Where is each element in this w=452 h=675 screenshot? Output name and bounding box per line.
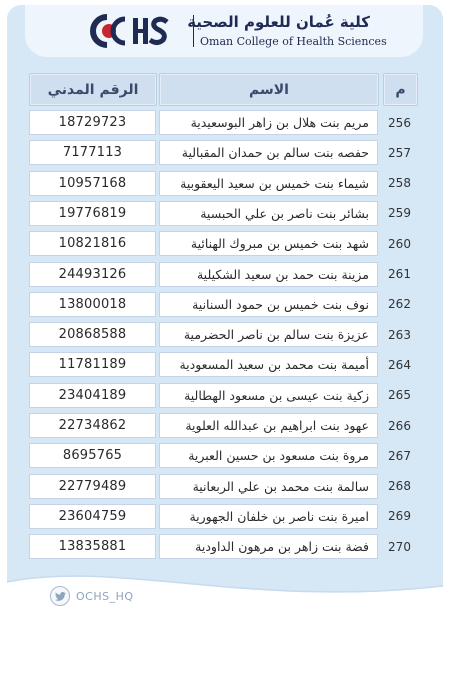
student-name: مريم بنت هلال بن زاهر البوسعيدية [159,110,378,135]
student-name: مزينة بنت حمد بن سعيد الشكيلية [159,262,378,287]
civil-id: 20868588 [29,322,156,347]
table-row [0,231,452,256]
table-row [0,474,452,499]
column-header-name: الاسم [159,73,379,106]
civil-id: 13800018 [29,292,156,317]
row-number: 270 [388,539,411,554]
table-row [0,443,452,468]
twitter-icon [50,586,70,606]
row-number: 257 [388,145,411,160]
student-name: حفصه بنت سالم بن حمدان المقبالية [159,140,378,165]
table-row [0,322,452,347]
row-number: 267 [388,448,411,463]
civil-id: 22779489 [29,474,156,499]
twitter-handle: OCHS_HQ [76,589,134,603]
table-row [0,383,452,408]
column-header-number: م [383,73,418,106]
civil-id: 10821816 [29,231,156,256]
table-row [0,110,452,135]
header-banner [25,5,423,57]
student-name: سالمة بنت محمد بن علي الربعانية [159,474,378,499]
row-number: 264 [388,357,411,372]
civil-id: 19776819 [29,201,156,226]
civil-id: 10957168 [29,171,156,196]
row-number: 263 [388,327,411,342]
civil-id: 23404189 [29,383,156,408]
college-name-arabic: كلية عُمان للعلوم الصحية [187,13,370,31]
row-number: 256 [388,115,411,130]
row-number: 262 [388,297,411,312]
civil-id: 23604759 [29,504,156,529]
table-row [0,504,452,529]
column-header-civil-id: الرقم المدني [29,73,157,106]
row-number: 266 [388,418,411,433]
table-row [0,534,452,559]
row-number: 259 [388,206,411,221]
table-row [0,292,452,317]
row-number: 258 [388,176,411,191]
table-row [0,413,452,438]
row-number: 269 [388,509,411,524]
student-name: اميرة بنت ناصر بن خلفان الجهورية [159,504,378,529]
student-name: بشائر بنت ناصر بن علي الحبسية [159,201,378,226]
civil-id: 13835881 [29,534,156,559]
student-name: عهود بنت ابراهيم بن عبدالله العلوية [159,413,378,438]
table-row [0,352,452,377]
row-number: 261 [388,267,411,281]
table-row [0,262,452,287]
civil-id: 18729723 [29,110,156,135]
table-row [0,171,452,196]
college-name-english: Oman College of Health Sciences [200,35,387,48]
student-name: عزيزة بنت سالم بن ناصر الحضرمية [159,322,378,347]
civil-id: 11781189 [29,352,156,377]
civil-id: 7177113 [29,140,156,165]
civil-id: 8695765 [29,443,156,468]
ochs-logo [85,11,175,51]
student-name: زكية بنت عيسى بن مسعود الهطالية [159,383,378,408]
student-name: شيماء بنت خميس بن سعيد اليعقوبية [159,171,378,196]
social-handle[interactable] [50,586,134,606]
student-name: أميمة بنت محمد بن سعيد المسعودية [159,352,378,377]
table-row [0,201,452,226]
student-name: فضة بنت زاهر بن مرهون الداودية [159,534,378,559]
row-number: 265 [388,388,411,403]
student-name: نوف بنت خميس بن حمود السنانية [159,292,378,317]
table-row [0,140,452,165]
civil-id: 24493126 [29,262,156,287]
student-name: مروة بنت مسعود بن حسين العبرية [159,443,378,468]
row-number: 268 [388,479,411,494]
civil-id: 22734862 [29,413,156,438]
row-number: 260 [388,236,411,251]
student-name: شهد بنت خميس بن مبروك الهنائية [159,231,378,256]
